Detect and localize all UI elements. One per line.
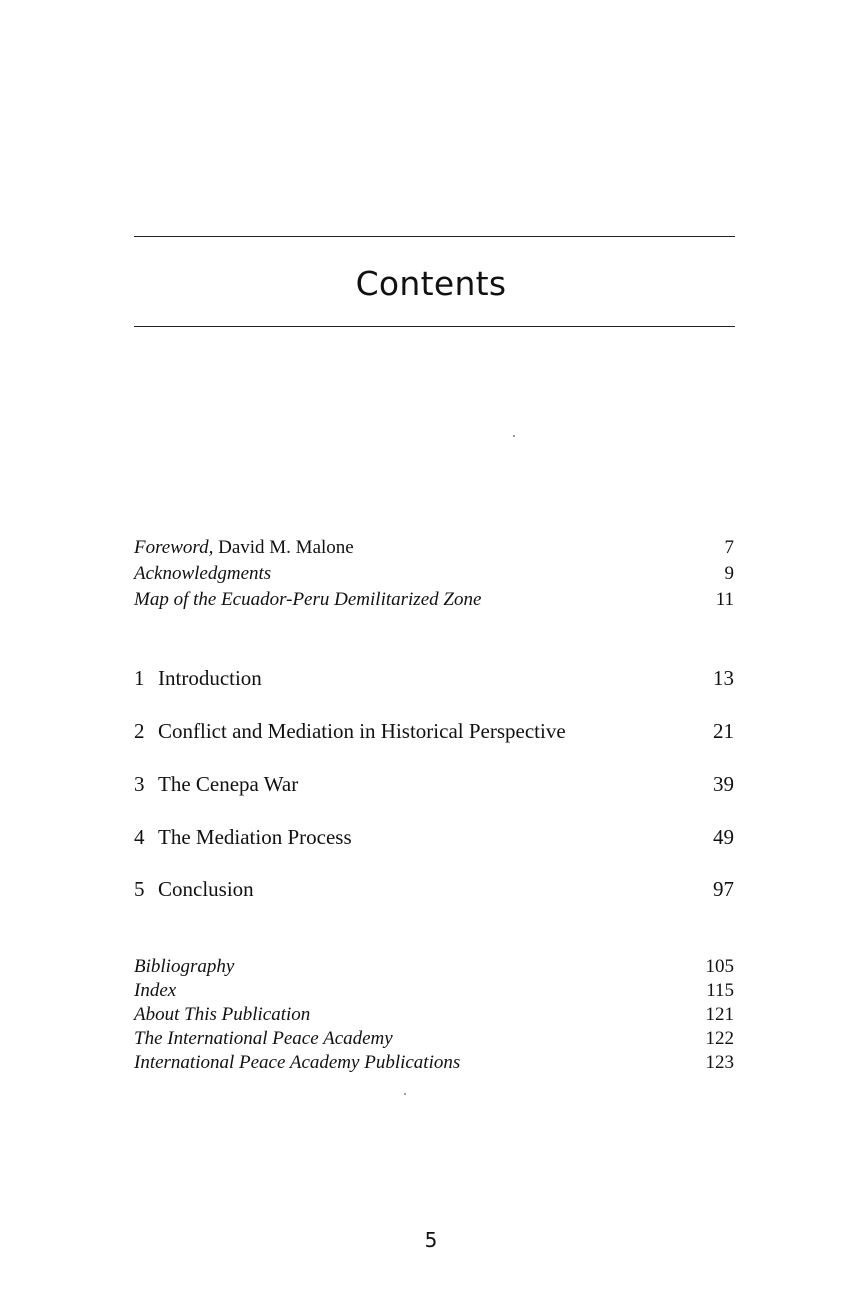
toc-page-number: 49 <box>713 825 734 849</box>
chapter-title: The Mediation Process <box>158 825 352 849</box>
toc-entry-foreword[interactable] <box>134 536 734 560</box>
chapter-number: 2 <box>134 719 145 743</box>
toc-page-number: 39 <box>713 772 734 796</box>
toc-entry-label: Map of the Ecuador-Peru Demilitarized Zone <box>134 589 482 610</box>
toc-chapter-label <box>134 718 566 744</box>
toc-chapter-1[interactable] <box>134 665 734 691</box>
page-title: Contents <box>355 264 507 303</box>
toc-entry-label: Bibliography <box>134 956 235 977</box>
toc-entry-label: International Peace Academy Publications <box>134 1052 461 1073</box>
chapter-number: 5 <box>134 877 145 901</box>
toc-page-number: 115 <box>706 980 734 1001</box>
toc-chapter-3[interactable] <box>134 771 734 797</box>
toc-page-number: 11 <box>715 589 734 610</box>
chapter-number: 3 <box>134 772 145 796</box>
toc-page-number: 9 <box>724 563 734 584</box>
toc-page-number: 21 <box>713 719 734 743</box>
toc-page-number: 105 <box>705 956 734 977</box>
toc-page-number: 123 <box>705 1052 734 1073</box>
toc-page-number: 13 <box>713 666 734 690</box>
page-number: 5 <box>424 1228 438 1252</box>
toc-entry-label: The International Peace Academy <box>134 1028 393 1049</box>
toc-entry-index[interactable] <box>134 979 734 1003</box>
toc-page-number: 121 <box>705 1004 734 1025</box>
toc-entry-about[interactable] <box>134 1003 734 1027</box>
toc-entry-label: Index <box>134 980 177 1001</box>
title-top-rule <box>134 236 735 237</box>
toc-page-number: 122 <box>705 1028 734 1049</box>
toc-page-number: 7 <box>724 537 734 558</box>
chapter-number: 4 <box>134 825 145 849</box>
chapter-title: Introduction <box>158 666 262 690</box>
toc-entry-ipa-publications[interactable] <box>134 1051 734 1075</box>
toc-chapter-label <box>134 876 254 902</box>
toc-chapter-2[interactable] <box>134 718 734 744</box>
chapter-title: The Cenepa War <box>158 772 299 796</box>
toc-page-number: 97 <box>713 877 734 901</box>
chapter-title: Conclusion <box>158 877 254 901</box>
toc-entry-acknowledgments[interactable] <box>134 562 734 586</box>
toc-chapter-4[interactable] <box>134 824 734 850</box>
toc-entry-map[interactable] <box>134 588 734 612</box>
title-bottom-rule <box>134 326 735 327</box>
toc-chapter-5[interactable] <box>134 876 734 902</box>
toc-chapter-label <box>134 771 298 797</box>
chapter-title: Conflict and Mediation in Historical Perspective <box>158 719 566 743</box>
toc-chapter-label <box>134 665 262 691</box>
toc-entry-label: About This Publication <box>134 1004 311 1025</box>
toc-entry-label: Acknowledgments <box>134 563 272 584</box>
toc-entry-bibliography[interactable] <box>134 955 734 979</box>
toc-chapter-label <box>134 824 352 850</box>
chapter-number: 1 <box>134 666 145 690</box>
print-speck <box>513 435 515 437</box>
toc-entry-ipa[interactable] <box>134 1027 734 1051</box>
print-speck <box>404 1093 406 1095</box>
toc-entry-label: Foreword, David M. Malone <box>134 537 354 558</box>
